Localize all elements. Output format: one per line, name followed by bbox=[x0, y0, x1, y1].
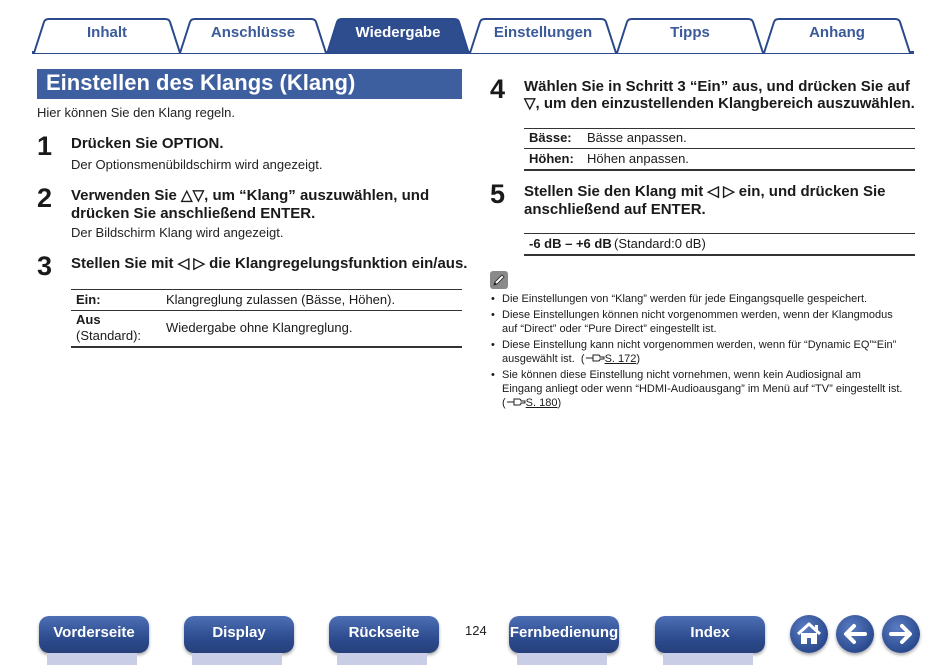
button-label: Display bbox=[212, 624, 266, 641]
button-label: Rückseite bbox=[348, 624, 420, 641]
home-icon bbox=[790, 615, 828, 653]
button-label: Vorderseite bbox=[53, 624, 135, 641]
button-shadow-tab bbox=[663, 653, 753, 665]
pencil-note-icon bbox=[490, 271, 508, 289]
home-button[interactable] bbox=[790, 615, 828, 653]
table-key: Höhen: bbox=[529, 151, 574, 166]
page-reference-link[interactable]: S. 180 bbox=[525, 397, 558, 409]
table-row bbox=[524, 149, 915, 171]
tab-inhalt[interactable] bbox=[32, 18, 182, 52]
tab-label: Tipps bbox=[670, 24, 710, 41]
bullet: • bbox=[491, 339, 495, 351]
tab-wiedergabe[interactable] bbox=[325, 18, 471, 52]
note-text-line1: Diese Einstellung kann nicht vorgenommen werden, wenn für “Dynamic EQ”“Ein” bbox=[502, 339, 897, 351]
table-value: Höhen anpassen. bbox=[587, 151, 689, 166]
range-table bbox=[524, 128, 915, 171]
step-number: 1 bbox=[37, 131, 53, 161]
intro-text: Hier können Sie den Klang regeln. bbox=[37, 105, 236, 120]
step-heading-line2: drücken Sie anschließend ENTER. bbox=[71, 205, 316, 222]
range-default: (Standard:0 dB) bbox=[614, 236, 706, 251]
pointing-hand-icon bbox=[585, 353, 605, 363]
forward-arrow-icon bbox=[882, 615, 920, 653]
button-shadow-tab bbox=[47, 653, 137, 665]
tab-label: Wiedergabe bbox=[355, 24, 441, 41]
step-number: 5 bbox=[490, 179, 506, 209]
tab-label: Anhang bbox=[809, 24, 865, 41]
back-arrow-icon bbox=[836, 615, 874, 653]
tab-einstellungen[interactable] bbox=[468, 18, 618, 52]
bullet: • bbox=[491, 293, 495, 305]
step-description: Der Bildschirm Klang wird angezeigt. bbox=[71, 225, 284, 240]
step-heading-line1: Stellen Sie den Klang mit ◁ ▷ ein, und drücken Sie bbox=[524, 183, 886, 200]
tab-label: Anschlüsse bbox=[210, 24, 296, 41]
note-text-line1: Sie können diese Einstellung nicht vornehmen, wenn kein Audiosignal am bbox=[502, 369, 861, 381]
button-shadow-tab bbox=[517, 653, 607, 665]
button-shadow-tab bbox=[192, 653, 282, 665]
display-button[interactable] bbox=[184, 616, 294, 653]
fernbedienung-button[interactable] bbox=[509, 616, 619, 653]
note-text-line2: auf “Direct” oder “Pure Direct” eingestellt ist. bbox=[502, 323, 717, 335]
table-value: Bässe anpassen. bbox=[587, 130, 687, 145]
table-value: Wiedergabe ohne Klangreglung. bbox=[166, 320, 353, 335]
rueckseite-button[interactable] bbox=[329, 616, 439, 653]
note-text: Die Einstellungen von “Klang” werden für jede Eingangsquelle gespeichert. bbox=[502, 293, 868, 305]
step-number: 3 bbox=[37, 251, 53, 281]
table-key-line1: Aus bbox=[76, 312, 101, 327]
range-value: -6 dB – +6 dB bbox=[529, 236, 612, 251]
pointing-hand-icon bbox=[506, 397, 526, 407]
step-heading-line2: ▽, um den einzustellenden Klangbereich auszuwählen. bbox=[524, 95, 915, 112]
page-reference[interactable]: ( S. 172) bbox=[577, 353, 641, 365]
step-heading: Drücken Sie OPTION. bbox=[71, 135, 224, 152]
step-heading-line1: Wählen Sie in Schritt 3 “Ein” aus, und drücken Sie auf bbox=[524, 78, 910, 95]
bullet: • bbox=[491, 309, 495, 321]
tab-tipps[interactable] bbox=[615, 18, 765, 52]
table-key-line2: (Standard): bbox=[76, 328, 142, 343]
forward-button[interactable] bbox=[882, 615, 920, 653]
note-text-line2: ausgewählt ist. bbox=[502, 353, 575, 365]
page-number: 124 bbox=[465, 623, 487, 638]
table-key: Bässe: bbox=[529, 130, 572, 145]
step-heading-line1: Verwenden Sie △▽, um “Klang” auszuwählen, und bbox=[71, 187, 430, 204]
step-heading: Stellen Sie mit ◁ ▷ die Klangregelungsfunktion ein/aus. bbox=[71, 255, 468, 272]
table-row bbox=[524, 129, 915, 149]
back-button[interactable] bbox=[836, 615, 874, 653]
tab-anhang[interactable] bbox=[762, 18, 912, 52]
button-shadow-tab bbox=[337, 653, 427, 665]
button-label: Fernbedienung bbox=[509, 624, 619, 641]
note-item bbox=[490, 292, 920, 306]
step-description: Der Optionsmenübildschirm wird angezeigt. bbox=[71, 157, 323, 172]
page-reference[interactable]: ( S. 180) bbox=[502, 397, 562, 409]
note-item bbox=[490, 338, 920, 366]
tab-anschluesse[interactable] bbox=[178, 18, 328, 52]
vorderseite-button[interactable] bbox=[39, 616, 149, 653]
tab-label: Inhalt bbox=[87, 24, 127, 41]
note-item bbox=[490, 368, 920, 410]
table-row bbox=[71, 311, 462, 348]
table-row bbox=[71, 290, 462, 311]
step-heading-line2: anschließend auf ENTER. bbox=[524, 201, 706, 218]
step-number: 2 bbox=[37, 183, 53, 213]
tab-bar bbox=[32, 18, 914, 54]
page-title: Einstellen des Klangs (Klang) bbox=[46, 70, 356, 95]
table-key: Ein: bbox=[76, 292, 101, 307]
range-row bbox=[524, 234, 915, 256]
page-reference-link[interactable]: S. 172 bbox=[604, 353, 637, 365]
table-value: Klangreglung zulassen (Bässe, Höhen). bbox=[166, 292, 396, 307]
button-label: Index bbox=[690, 624, 730, 641]
note-text-line2: Eingang anliegt oder wenn “HDMI-Audioausgang” im Menü auf “TV” eingestellt ist. bbox=[502, 383, 903, 395]
tab-label: Einstellungen bbox=[493, 24, 593, 41]
note-text-line1: Diese Einstellungen können nicht vorgenommen werden, wenn der Klangmodus bbox=[502, 309, 893, 321]
onoff-table bbox=[71, 289, 462, 348]
index-button[interactable] bbox=[655, 616, 765, 653]
range-box bbox=[524, 233, 915, 256]
page-title-bar bbox=[37, 69, 462, 99]
note-item bbox=[490, 308, 920, 336]
step-number: 4 bbox=[490, 74, 506, 104]
notes-list bbox=[490, 292, 920, 412]
bullet: • bbox=[491, 369, 495, 381]
